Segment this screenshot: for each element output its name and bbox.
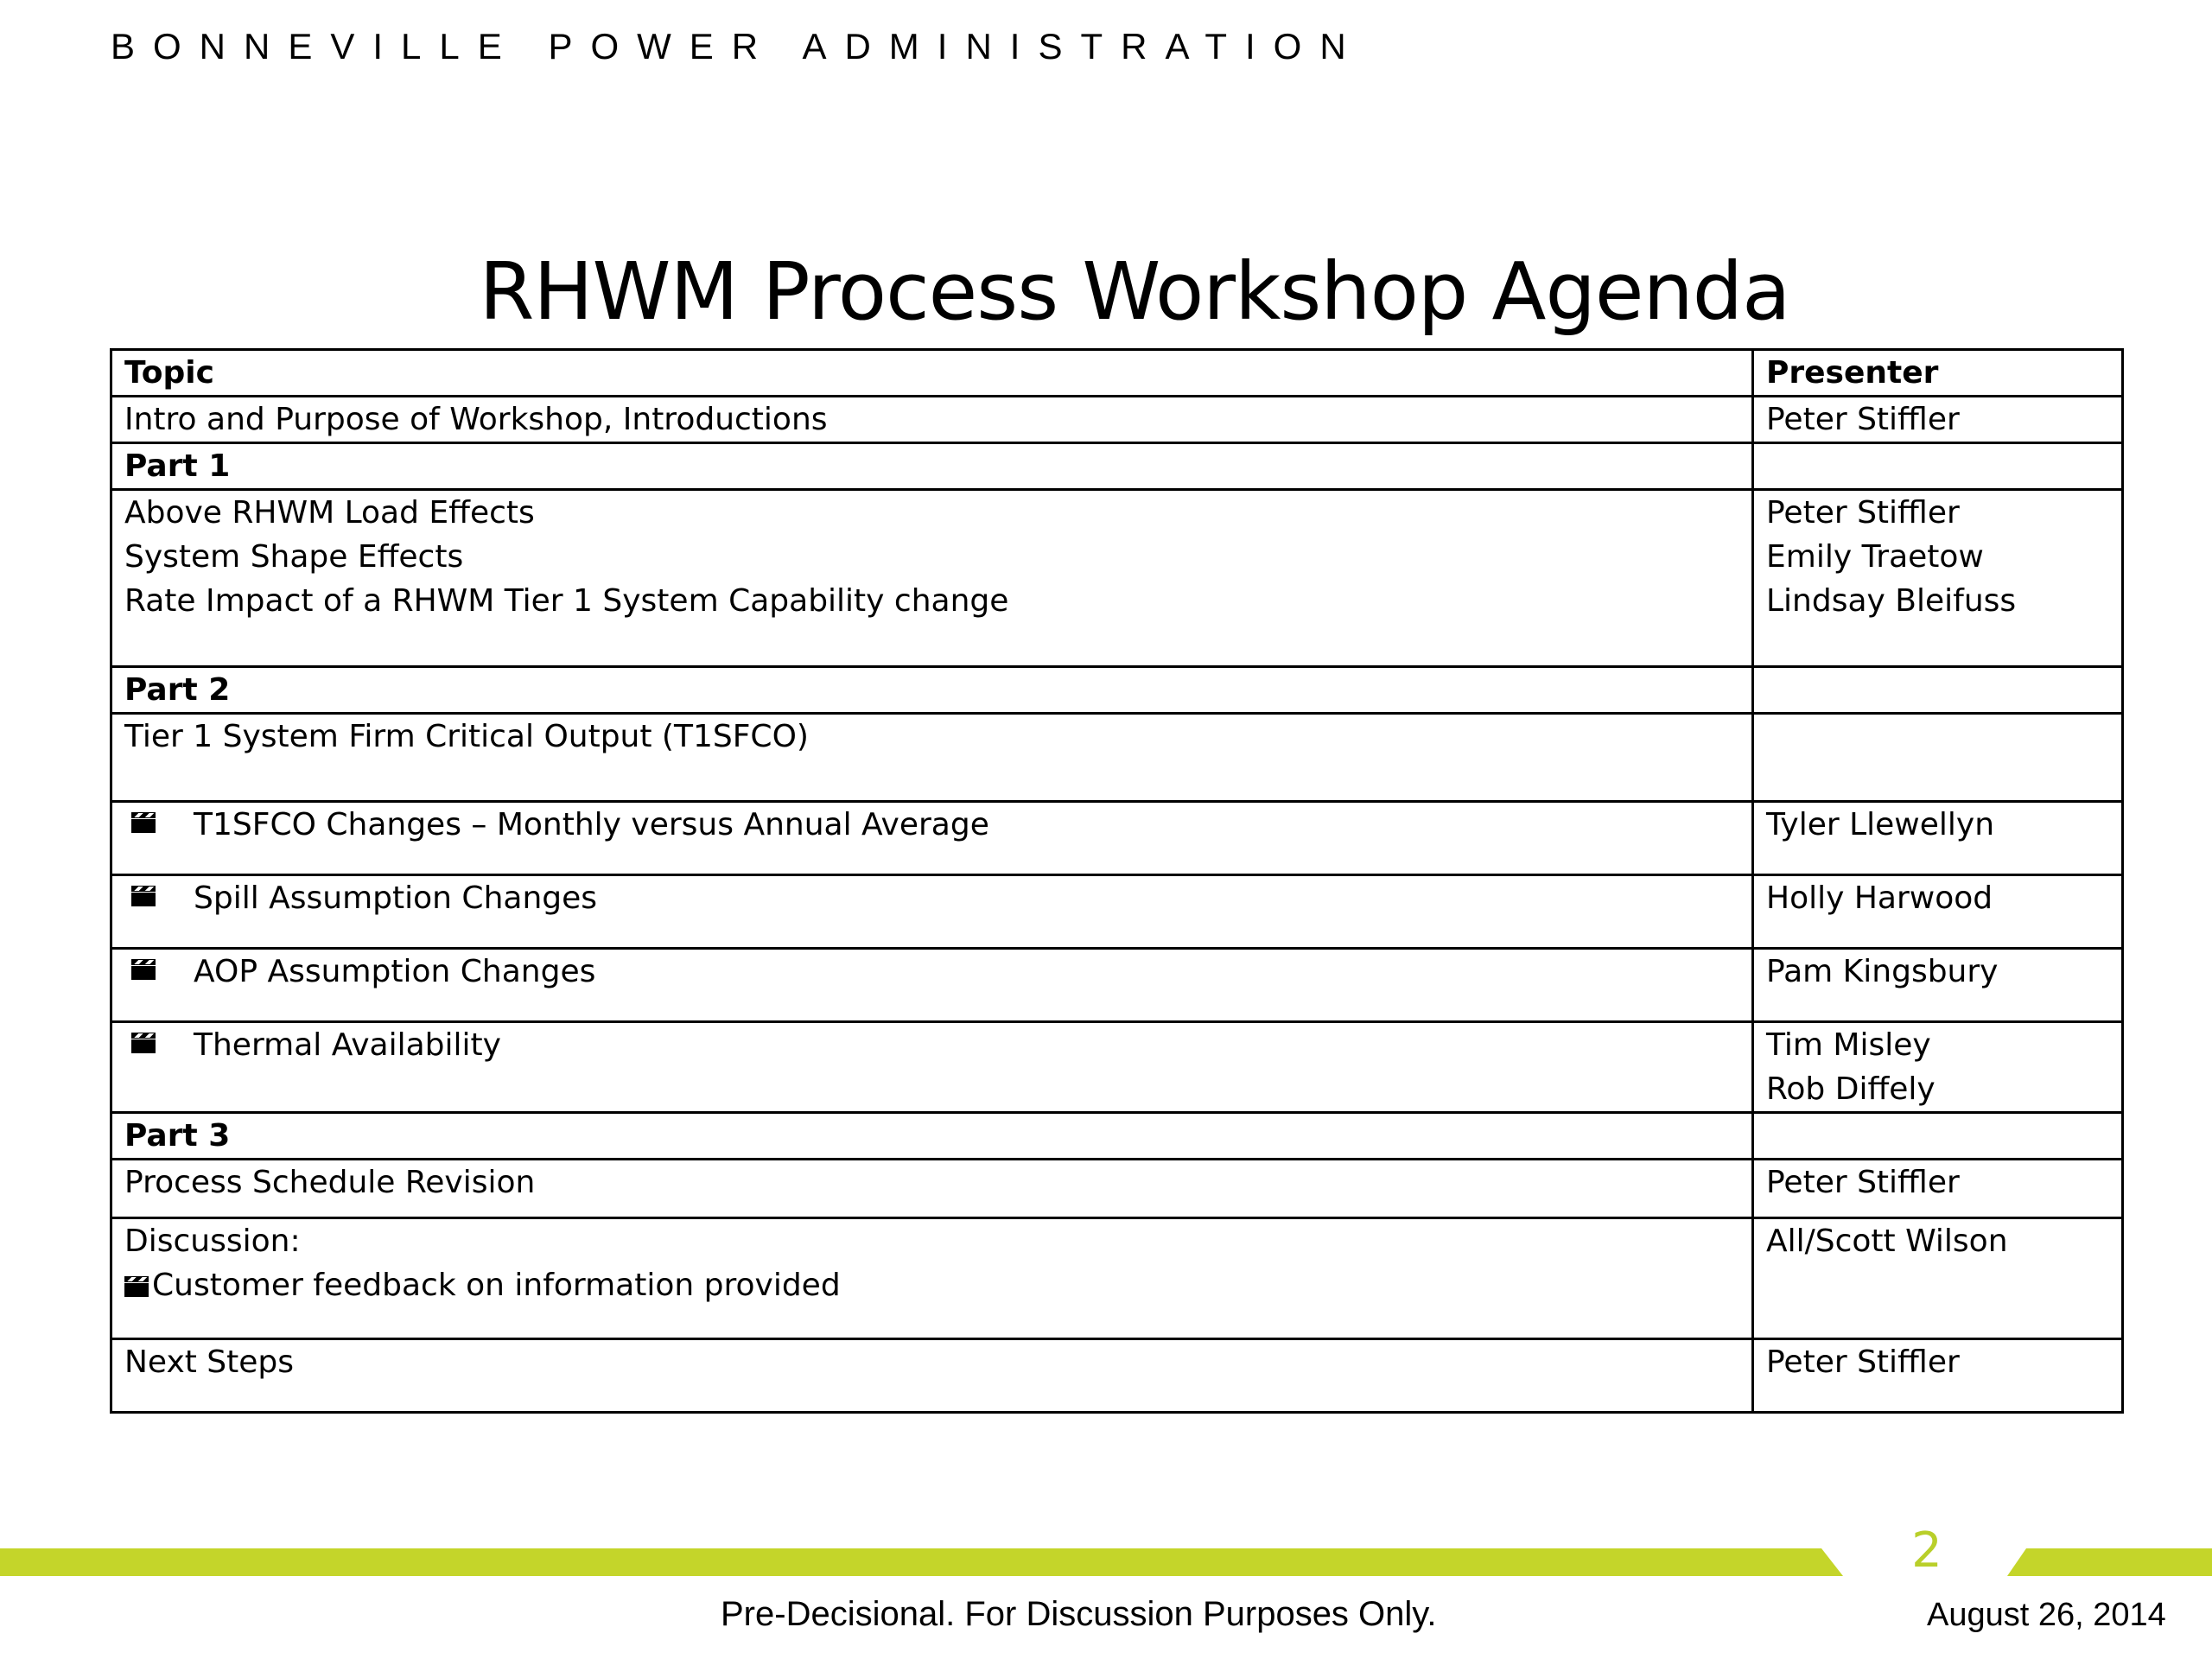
topic-cell	[111, 714, 1753, 802]
header-presenter: Presenter	[1753, 350, 2123, 397]
topic-text: T1SFCO Changes – Monthly versus Annual Average	[194, 807, 989, 842]
presenter-cell	[1753, 714, 2123, 802]
topic-cell	[111, 1022, 1753, 1113]
page-number: 2	[1911, 1522, 1942, 1579]
section-heading-part-1	[111, 443, 1753, 490]
presenter-name: All/Scott Wilson	[1766, 1224, 2008, 1259]
presenter-cell	[1753, 875, 2123, 949]
presenter-cell	[1753, 667, 2123, 714]
table-row	[111, 714, 2123, 802]
table-row	[111, 1160, 2123, 1218]
table-header-row	[111, 350, 2123, 397]
table-row	[111, 397, 2123, 443]
presenter-cell	[1753, 490, 2123, 667]
presenter-name: Peter Stiffler	[1766, 1344, 1960, 1380]
presenter-cell	[1753, 1218, 2123, 1339]
table-row	[111, 667, 2123, 714]
presenter-cell	[1753, 1160, 2123, 1218]
page-title: RHWM Process Workshop Agenda	[479, 245, 1790, 338]
table-row	[111, 490, 2123, 667]
table-row	[111, 875, 2123, 949]
section-heading-part-3	[111, 1113, 1753, 1160]
presenter-cell	[1753, 802, 2123, 875]
footer-accent-band	[0, 1548, 1843, 1576]
table-row	[111, 1022, 2123, 1113]
clapperboard-icon	[124, 1276, 149, 1297]
topic-text: System Shape Effects	[124, 539, 464, 575]
topic-text: Thermal Availability	[194, 1027, 501, 1063]
presenter-cell	[1753, 949, 2123, 1022]
presenter-name: Peter Stiffler	[1766, 402, 1960, 437]
clapperboard-icon	[131, 1033, 156, 1053]
section-label: Part 3	[124, 1118, 231, 1154]
topic-text: Spill Assumption Changes	[194, 880, 598, 916]
section-label: Part 1	[124, 448, 231, 484]
presenter-name: Tim Misley	[1766, 1027, 1931, 1063]
topic-cell	[111, 1218, 1753, 1339]
topic-text: Above RHWM Load Effects	[124, 495, 535, 531]
clapperboard-icon	[131, 812, 156, 833]
presenter-cell	[1753, 1022, 2123, 1113]
table-row	[111, 1218, 2123, 1339]
section-heading-part-2	[111, 667, 1753, 714]
presenter-name: Holly Harwood	[1766, 880, 1993, 916]
topic-text: Rate Impact of a RHWM Tier 1 System Capability change	[124, 583, 1009, 619]
clapperboard-icon	[131, 959, 156, 980]
presenter-name: Pam Kingsbury	[1766, 954, 1999, 989]
footer-accent-band-right	[2007, 1548, 2212, 1576]
footer-date: August 26, 2014	[1927, 1597, 2166, 1633]
header-topic: Topic	[111, 350, 1753, 397]
presenter-cell	[1753, 1113, 2123, 1160]
topic-text: Customer feedback on information provided	[152, 1268, 841, 1303]
presenter-name: Tyler Llewellyn	[1766, 807, 1995, 842]
topic-cell	[111, 875, 1753, 949]
topic-cell	[111, 490, 1753, 667]
table-row	[111, 1339, 2123, 1413]
topic-cell	[111, 1339, 1753, 1413]
topic-bullet-line	[124, 1263, 1741, 1307]
presenter-name: Rob Diffely	[1766, 1071, 1936, 1107]
clapperboard-icon	[131, 886, 156, 906]
topic-text: AOP Assumption Changes	[194, 954, 596, 989]
topic-text: Discussion:	[124, 1224, 301, 1259]
presenter-cell	[1753, 397, 2123, 443]
section-label: Part 2	[124, 672, 231, 708]
topic-text: Next Steps	[124, 1344, 295, 1380]
topic-text: Tier 1 System Firm Critical Output (T1SFCO)	[124, 719, 809, 754]
topic-text: Process Schedule Revision	[124, 1165, 536, 1200]
table-row	[111, 1113, 2123, 1160]
agenda-table	[110, 348, 2124, 1414]
org-header: BONNEVILLE POWER ADMINISTRATION	[111, 26, 1364, 67]
presenter-cell	[1753, 443, 2123, 490]
table-row	[111, 802, 2123, 875]
topic-cell	[111, 802, 1753, 875]
topic-cell	[111, 1160, 1753, 1218]
presenter-name: Lindsay Bleifuss	[1766, 583, 2017, 619]
presenter-cell	[1753, 1339, 2123, 1413]
presenter-name: Emily Traetow	[1766, 539, 1984, 575]
presenter-name: Peter Stiffler	[1766, 495, 1960, 531]
topic-cell	[111, 949, 1753, 1022]
topic-text: Intro and Purpose of Workshop, Introductions	[124, 402, 828, 437]
footer-disclaimer: Pre-Decisional. For Discussion Purposes Only.	[721, 1595, 1437, 1633]
table-row	[111, 949, 2123, 1022]
presenter-name: Peter Stiffler	[1766, 1165, 1960, 1200]
topic-cell	[111, 397, 1753, 443]
table-row	[111, 443, 2123, 490]
